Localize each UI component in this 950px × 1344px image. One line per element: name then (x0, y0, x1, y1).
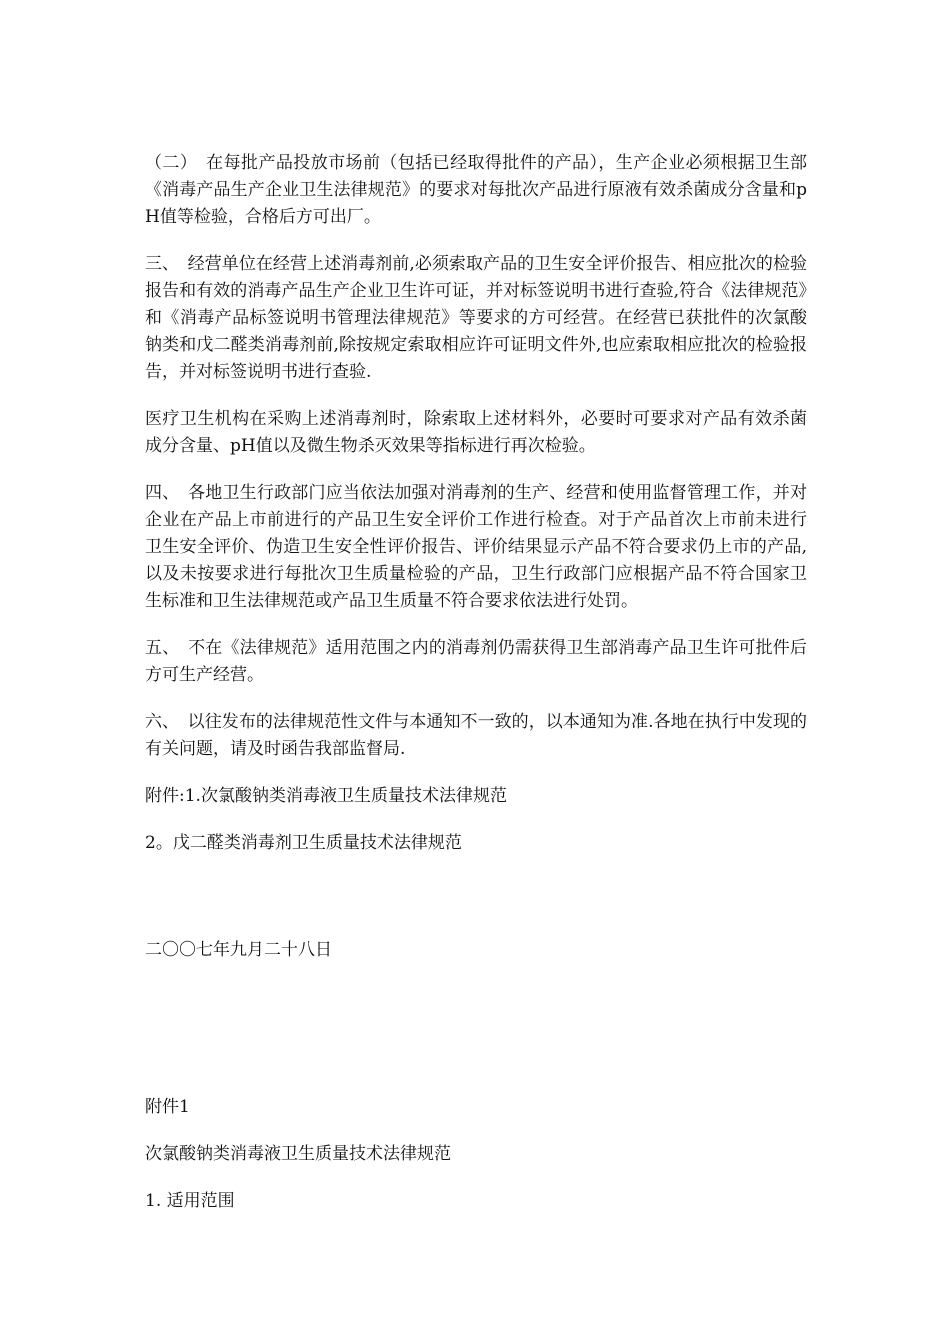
paragraph-section-four: 四、 各地卫生行政部门应当依法加强对消毒剂的生产、经营和使用监督管理工作，并对企业在产品上市前进行的产品卫生安全评价工作进行检查。对于产品首次上市前未进行卫生安全评价、伪造卫生安全性评价报告、评价结果显示产品不符合要求仍上市的产品,以及未按要求进行每批次卫生质量检验的产品，卫生行政部门应根据产品不符合国家卫生标准和卫生法律规范或产品卫生质量不符合要求依法进行处罚。 (145, 483, 807, 611)
attachment-list-item-2: 2。戊二醛类消毒剂卫生质量技术法律规范 (145, 833, 462, 853)
paragraph-batch-inspection: （二） 在每批产品投放市场前（包括已经取得批件的产品），生产企业必须根据卫生部《消毒产品生产企业卫生法律规范》的要求对每批次产品进行原液有效杀菌成分含量和pH值等检验，合格后方可出厂。 (145, 153, 807, 227)
paragraph-section-three: 三、 经营单位在经营上述消毒剂前,必须索取产品的卫生安全评价报告、相应批次的检验报告和有效的消毒产品生产企业卫生许可证，并对标签说明书进行查验,符合《法律规范》和《消毒产品标签说明书管理法律规范》等要求的方可经营。在经营已获批件的次氯酸钠类和戊二醛类消毒剂前,除按规定索取相应许可证明文件外,也应索取相应批次的检验报告，并对标签说明书进行查验. (145, 254, 807, 382)
appendix-title: 次氯酸钠类消毒液卫生质量技术法律规范 (145, 1144, 451, 1164)
document-body (145, 150, 807, 1235)
paragraph-section-five: 五、 不在《法律规范》适用范围之内的消毒剂仍需获得卫生部消毒产品卫生许可批件后方可生产经营。 (145, 638, 807, 685)
appendix-label: 附件1 (145, 1097, 190, 1117)
attachment-list-item-1: 附件:1.次氯酸钠类消毒液卫生质量技术法律规范 (145, 786, 507, 806)
section-heading: 1. 适用范围 (145, 1191, 235, 1211)
paragraph-section-six: 六、 以往发布的法律规范性文件与本通知不一致的，以本通知为准.各地在执行中发现的有关问题，请及时函告我部监督局. (145, 712, 807, 759)
document-date: 二〇〇七年九月二十八日 (145, 940, 332, 960)
paragraph-medical-institutions: 医疗卫生机构在采购上述消毒剂时，除索取上述材料外，必要时可要求对产品有效杀菌成分含量、pH值以及微生物杀灭效果等指标进行再次检验。 (145, 409, 807, 456)
